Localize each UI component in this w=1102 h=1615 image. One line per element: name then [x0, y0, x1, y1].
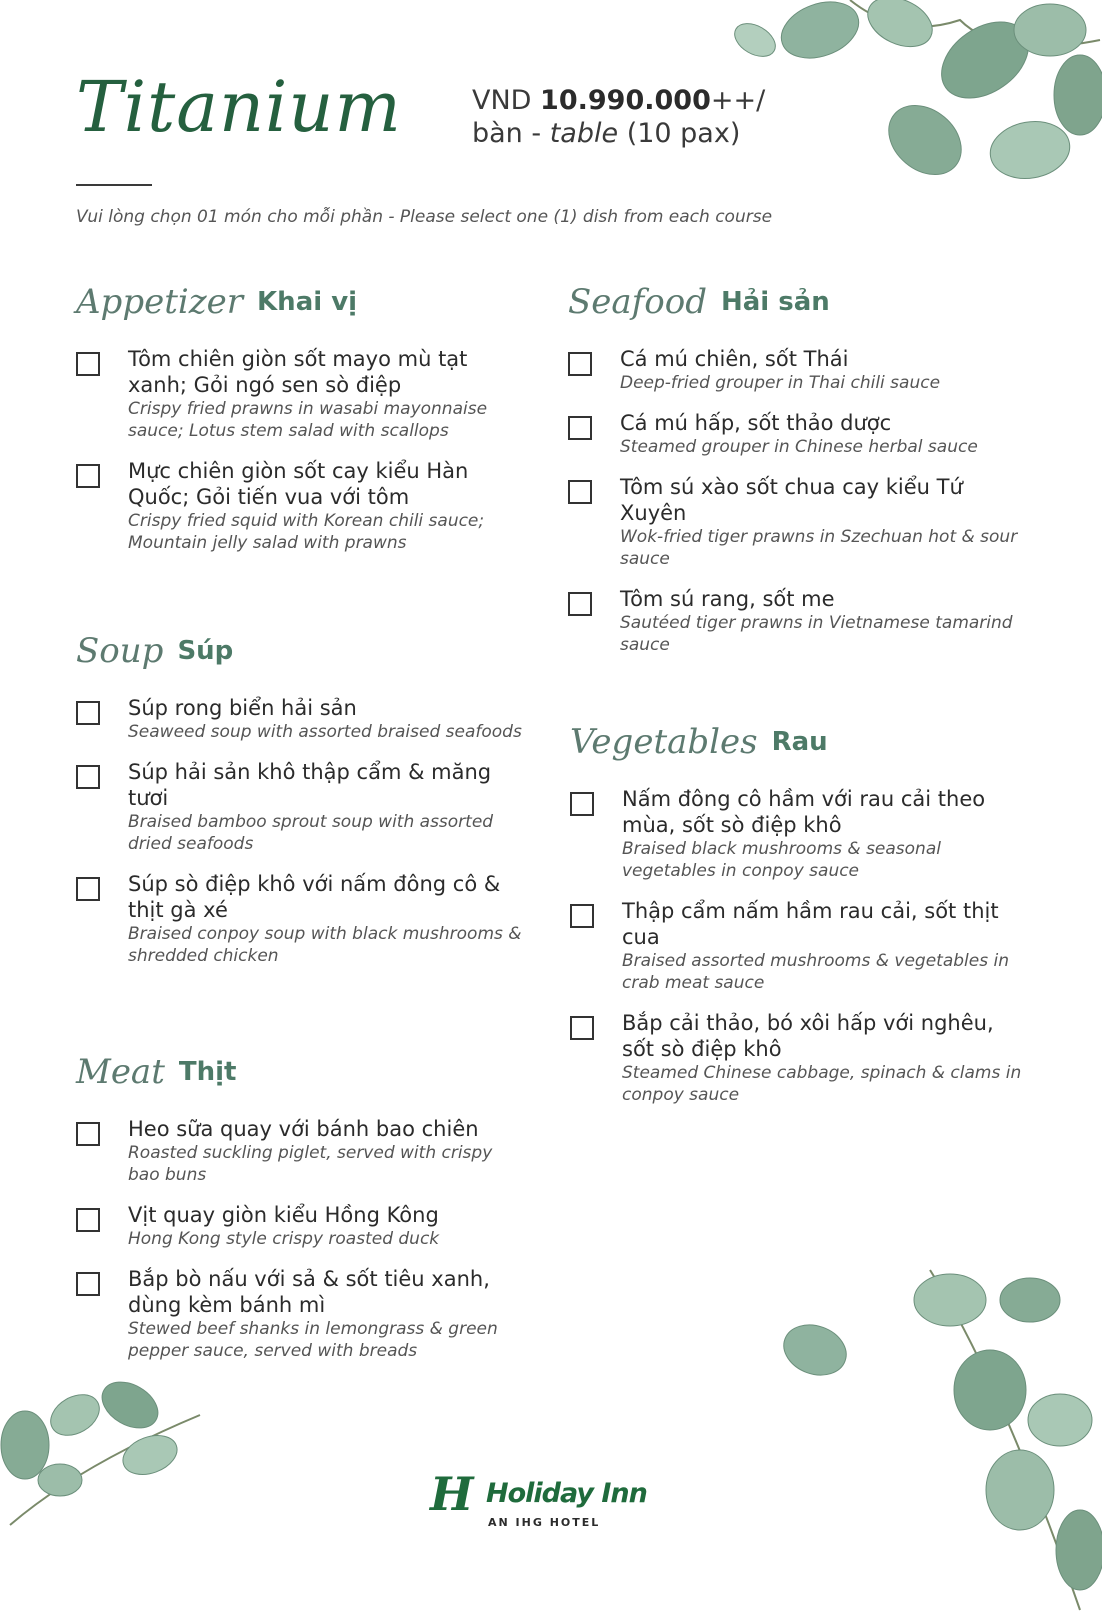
dish-name-vn: Súp hải sản khô thập cẩm & măng tươi [128, 760, 492, 810]
dish-name-en: Deep-fried grouper in Thai chili sauce [620, 373, 941, 393]
price-suffix: ++/ [710, 85, 766, 116]
dish-name-vn: Thập cẩm nấm hầm rau cải, sốt thịt cua [622, 899, 999, 949]
dish-name-vn: Cá mú chiên, sốt Thái [620, 347, 849, 371]
dish-name-vn: Súp rong biển hải sản [128, 696, 357, 720]
dish-name-en: Hong Kong style crispy roasted duck [128, 1229, 440, 1249]
dish-name-en: Steamed grouper in Chinese herbal sauce [620, 437, 978, 457]
dish-name-en: Braised conpoy soup with black mushrooms & shredded chicken [128, 924, 522, 966]
logo-tagline: AN IHG HOTEL [488, 1516, 601, 1529]
price-block [472, 84, 765, 150]
dish-option[interactable] [568, 586, 1028, 656]
dish-option[interactable] [570, 1010, 1030, 1106]
price-pax: (10 pax) [618, 118, 741, 149]
dish-option[interactable] [76, 458, 526, 554]
price-prefix: VND [472, 85, 541, 116]
price-line [472, 84, 765, 117]
dish-checkbox[interactable] [570, 904, 594, 928]
selection-instruction: Vui lòng chọn 01 món cho mỗi phần - Please select one (1) dish from each course [76, 207, 773, 227]
dish-name-en: Braised bamboo sprout soup with assorted dried seafoods [128, 812, 494, 854]
dish-list [568, 346, 1028, 656]
price-unit-vn: bàn - [472, 118, 550, 149]
dish-option[interactable] [76, 759, 526, 855]
section-appetizer [76, 272, 526, 570]
section-heading [76, 1042, 526, 1102]
dish-name-en: Crispy fried squid with Korean chili sauce; Mountain jelly salad with prawns [128, 511, 485, 553]
section-meat [76, 1042, 526, 1378]
dish-name-en: Sautéed tiger prawns in Vietnamese tamarind sauce [620, 613, 1013, 655]
dish-checkbox[interactable] [568, 480, 592, 504]
dish-checkbox[interactable] [76, 1122, 100, 1146]
eucalyptus-bottom-left-decoration [0, 1375, 220, 1535]
section-heading [570, 712, 1030, 772]
dish-name-en: Braised assorted mushrooms & vegetables in crab meat sauce [622, 951, 1009, 993]
section-vegetables [570, 712, 1030, 1122]
menu-title: Titanium [76, 66, 402, 148]
dish-option[interactable] [76, 695, 526, 743]
dish-list [570, 786, 1030, 1106]
price-unit-line [472, 117, 765, 150]
dish-name-vn: Cá mú hấp, sốt thảo dược [620, 411, 892, 435]
dish-option[interactable] [76, 871, 526, 967]
dish-name-vn: Mực chiên giòn sốt cay kiểu Hàn Quốc; Gỏi tiến vua với tôm [128, 459, 469, 509]
section-script-title: Meat [76, 1052, 165, 1092]
price-unit-en: table [549, 118, 619, 149]
dish-checkbox[interactable] [568, 592, 592, 616]
dish-checkbox[interactable] [76, 1208, 100, 1232]
section-vn-title: Thịt [178, 1057, 237, 1087]
section-vn-title: Hải sản [720, 287, 830, 317]
price-amount: 10.990.000 [540, 85, 711, 116]
section-soup [76, 621, 526, 983]
dish-checkbox[interactable] [76, 765, 100, 789]
dish-name-en: Braised black mushrooms & seasonal vegetables in conpoy sauce [622, 839, 941, 881]
dish-name-vn: Tôm chiên giòn sốt mayo mù tạt xanh; Gỏi ngó sen sò điệp [128, 347, 468, 397]
section-script-title: Vegetables [570, 722, 758, 762]
section-vn-title: Khai vị [257, 287, 358, 317]
dish-name-en: Steamed Chinese cabbage, spinach & clams in conpoy sauce [622, 1063, 1022, 1105]
dish-list [76, 695, 526, 967]
dish-option[interactable] [76, 1116, 526, 1186]
dish-option[interactable] [570, 898, 1030, 994]
dish-option[interactable] [570, 786, 1030, 882]
section-vn-title: Rau [771, 727, 828, 757]
dish-name-vn: Bắp bò nấu với sả & sốt tiêu xanh, dùng kèm bánh mì [128, 1267, 490, 1317]
section-vn-title: Súp [177, 636, 234, 666]
dish-list [76, 1116, 526, 1362]
dish-option[interactable] [76, 346, 526, 442]
dish-option[interactable] [76, 1266, 526, 1362]
logo-h-mark: H [430, 1467, 474, 1521]
dish-list [76, 346, 526, 554]
dish-checkbox[interactable] [76, 352, 100, 376]
dish-checkbox[interactable] [568, 416, 592, 440]
dish-option[interactable] [568, 474, 1028, 570]
section-heading [568, 272, 1028, 332]
dish-name-vn: Vịt quay giòn kiểu Hồng Kông [128, 1203, 439, 1227]
dish-checkbox[interactable] [76, 877, 100, 901]
section-script-title: Soup [76, 631, 164, 671]
dish-checkbox[interactable] [568, 352, 592, 376]
dish-checkbox[interactable] [76, 701, 100, 725]
section-script-title: Appetizer [76, 282, 244, 322]
dish-name-vn: Tôm sú rang, sốt me [620, 587, 835, 611]
dish-checkbox[interactable] [76, 464, 100, 488]
dish-name-vn: Tôm sú xào sốt chua cay kiểu Tứ Xuyên [620, 475, 963, 525]
logo-brand-name: Holiday Inn [486, 1478, 647, 1509]
dish-option[interactable] [568, 410, 1028, 458]
dish-name-vn: Heo sữa quay với bánh bao chiên [128, 1117, 479, 1141]
dish-name-en: Roasted suckling piglet, served with crispy bao buns [128, 1143, 493, 1185]
dish-name-vn: Súp sò điệp khô với nấm đông cô & thịt gà xé [128, 872, 501, 922]
dish-name-en: Seaweed soup with assorted braised seafoods [128, 722, 522, 742]
dish-name-en: Crispy fried prawns in wasabi mayonnaise sauce; Lotus stem salad with scallops [128, 399, 488, 441]
dish-name-vn: Bắp cải thảo, bó xôi hấp với nghêu, sốt sò điệp khô [622, 1011, 994, 1061]
section-heading [76, 621, 526, 681]
dish-name-en: Stewed beef shanks in lemongrass & green pepper sauce, served with breads [128, 1319, 498, 1361]
dish-checkbox[interactable] [76, 1272, 100, 1296]
dish-checkbox[interactable] [570, 792, 594, 816]
dish-option[interactable] [568, 346, 1028, 394]
dish-name-en: Wok-fried tiger prawns in Szechuan hot & sour sauce [620, 527, 1018, 569]
holiday-inn-logo [430, 1468, 650, 1538]
eucalyptus-bottom-right-decoration [780, 1260, 1102, 1615]
section-heading [76, 272, 526, 332]
section-seafood [568, 272, 1028, 672]
dish-checkbox[interactable] [570, 1016, 594, 1040]
dish-name-vn: Nấm đông cô hầm với rau cải theo mùa, sốt sò điệp khô [622, 787, 986, 837]
section-script-title: Seafood [568, 282, 707, 322]
title-divider [76, 184, 152, 186]
dish-option[interactable] [76, 1202, 526, 1250]
